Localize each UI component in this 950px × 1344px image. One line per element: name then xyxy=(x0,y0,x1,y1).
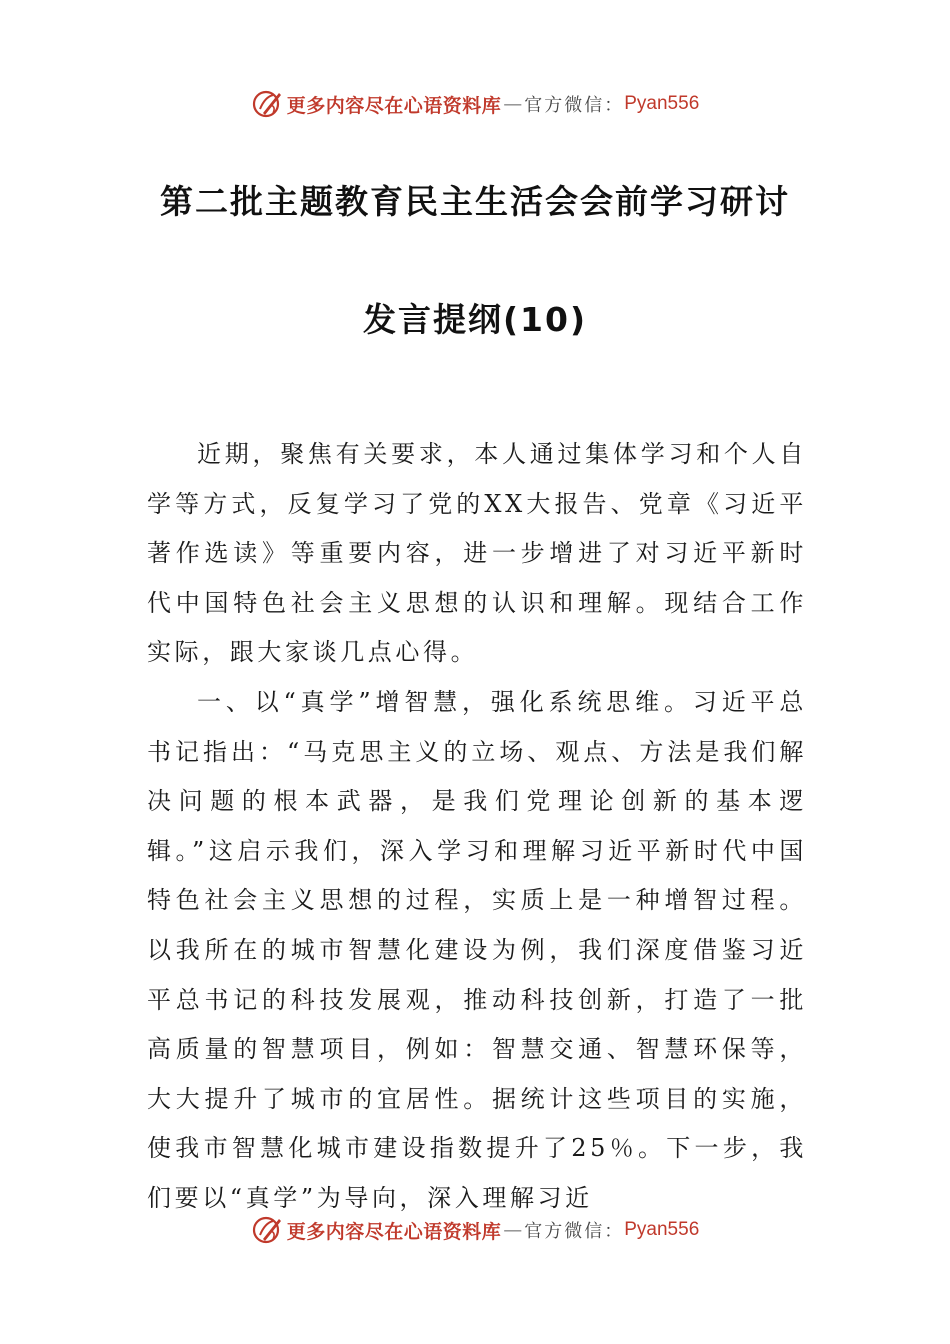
paragraph: 近期，聚焦有关要求，本人通过集体学习和个人自学等方式，反复学习了党的XX大报告、党章《习近平著作选读》等重要内容，进一步增进了对习近平新时代中国特色社会主义思想的认识和理解。现结合工作实际，跟大家谈几点心得。 xyxy=(147,440,807,667)
banner-wechat-id: Pyan556 xyxy=(624,93,700,114)
pen-logo-icon xyxy=(251,87,285,121)
banner-wechat-label: 官方微信： xyxy=(524,1221,625,1242)
banner-separator: — xyxy=(503,93,523,115)
footer-banner xyxy=(0,1210,950,1250)
header-banner xyxy=(0,84,950,124)
document-body xyxy=(147,430,807,1224)
document-title-line2: 发言提纲(10) xyxy=(362,300,588,339)
banner-wechat-label: 官方微信： xyxy=(524,95,625,116)
banner-brand-text: 更多内容尽在心语资料库 xyxy=(286,94,502,117)
banner-brand-text: 更多内容尽在心语资料库 xyxy=(286,1220,502,1243)
pen-logo-icon xyxy=(251,1213,285,1247)
document-title-line1: 第二批主题教育民主生活会会前学习研讨 xyxy=(160,182,790,221)
paragraph: 一、以“真学”增智慧，强化系统思维。习近平总书记指出：“马克思主义的立场、观点、方法是我们解决问题的根本武器，是我们党理论创新的基本逻辑。”这启示我们，深入学习和理解习近平新时代中国特色社会主义思想的过程，实质上是一种增智过程。以我所在的城市智慧化建设为例，我们深度借鉴习近平总书记的科技发展观，推动科技创新，打造了一批高质量的智慧项目，例如：智慧交通、智慧环保等，大大提升了城市的宜居性。据统计这些项目的实施，使我市智慧化城市建设指数提升了25％。下一步，我们要以“真学”为导向，深入理解习近 xyxy=(147,687,807,1212)
banner-wechat-id: Pyan556 xyxy=(624,1219,700,1240)
banner-separator: — xyxy=(503,1219,523,1241)
